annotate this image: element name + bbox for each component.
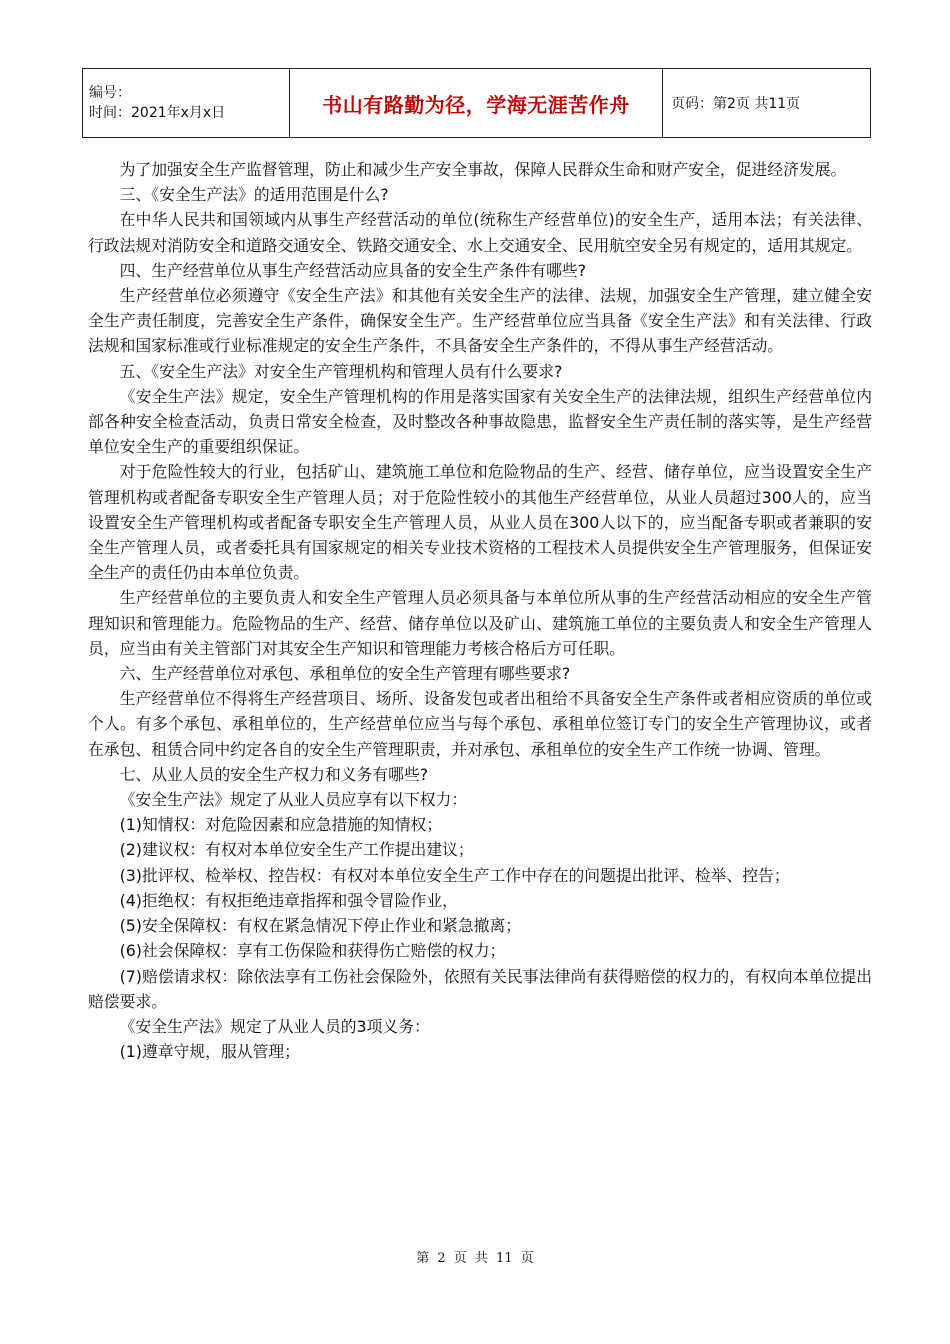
paragraph: 《安全生产法》规定，安全生产管理机构的作用是落实国家有关安全生产的法律法规，组织生产经营单位内部各种安全检查活动，负责日常安全检查，及时整改各种事故隐患，监督安全生产责任制的落实等，是生产经营单位安全生产的重要组织保证。 xyxy=(88,386,872,457)
list-item: (3)批评权、检举权、控告权：有权对本单位安全生产工作中存在的问题提出批评、检举、控告； xyxy=(119,865,790,885)
section-heading: 三、《安全生产法》的适用范围是什么? xyxy=(119,185,389,205)
paragraph: 在中华人民共和国领域内从事生产经营活动的单位(统称生产经营单位)的安全生产，适用本法；有关法律、行政法规对消防安全和道路交通安全、铁路交通安全、水上交通安全、民用航空安全另有规定的，适用其规定。 xyxy=(88,210,872,255)
header-page-code: 页码：第2页 共11页 xyxy=(663,69,871,138)
list-item: (5)安全保障权：有权在紧急情况下停止作业和紧急撤离； xyxy=(119,916,522,936)
document-number-label: 编号： xyxy=(89,85,131,101)
list-item: (1)知情权：对危险因素和应急措施的知情权； xyxy=(119,815,443,835)
section-heading: 六、生产经营单位对承包、承租单位的安全生产管理有哪些要求? xyxy=(119,664,571,684)
paragraph: 《安全生产法》规定了从业人员应享有以下权力： xyxy=(119,790,468,810)
list-item: (2)建议权：有权对本单位安全生产工作提出建议； xyxy=(119,840,474,860)
paragraph: 《安全生产法》规定了从业人员的3项义务： xyxy=(119,1016,430,1036)
date-label: 时间：2021年x月x日 xyxy=(89,105,226,121)
section-heading: 五、《安全生产法》对安全生产管理机构和管理人员有什么要求? xyxy=(119,361,563,381)
section-heading: 四、生产经营单位从事生产经营活动应具备的安全生产条件有哪些? xyxy=(119,260,587,280)
paragraph: 为了加强安全生产监督管理，防止和减少生产安全事故，保障人民群众生命和财产安全，促进经济发展。 xyxy=(119,160,847,179)
document-body xyxy=(88,157,872,1064)
paragraph: 生产经营单位必须遵守《安全生产法》和其他有关安全生产的法律、法规，加强安全生产管理，建立健全安全生产责任制度，完善安全生产条件，确保安全生产。生产经营单位应当具备《安全生产法》和有关法律、行政法规和国家标准或行业标准规定的安全生产条件，不具备安全生产条件的，不得从事生产经营活动。 xyxy=(88,286,872,356)
list-item: (6)社会保障权：享有工伤保险和获得伤亡赔偿的权力； xyxy=(119,941,506,961)
header-motto: 书山有路勤为径，学海无涯苦作舟 xyxy=(290,69,663,138)
paragraph: 生产经营单位不得将生产经营项目、场所、设备发包或者出租给不具备安全生产条件或者相应资质的单位或个人。有多个承包、承租单位的，生产经营单位应当与每个承包、承租单位签订专门的安全生产管理协议，或者在承包、租赁合同中约定各自的安全生产管理职责，并对承包、承租单位的安全生产工作统一协调、管理。 xyxy=(88,689,872,759)
list-item: (1)遵章守规，服从管理； xyxy=(119,1042,300,1062)
header-meta xyxy=(83,69,290,138)
page-footer: 第 2 页 共 11 页 xyxy=(416,1251,534,1266)
paragraph: 对于危险性较大的行业，包括矿山、建筑施工单位和危险物品的生产、经营、储存单位，应当设置安全生产管理机构或者配备专职安全生产管理人员；对于危险性较小的其他生产经营单位，从业人员超过300人的，应当设置安全生产管理机构或者配备专职安全生产管理人员，从业人员在300人以下的，应当配备专职或者兼职的安全生产管理人员，或者委托具有国家规定的相关专业技术资格的工程技术人员提供安全生产管理服务，但保证安全生产的责任仍由本单位负责。 xyxy=(88,462,872,583)
page-header xyxy=(82,68,871,138)
list-item: (4)拒绝权：有权拒绝违章指挥和强令冒险作业， xyxy=(119,890,458,910)
section-heading: 七、从业人员的安全生产权力和义务有哪些? xyxy=(119,764,429,784)
list-item: (7)赔偿请求权：除依法享有工伤社会保险外，依照有关民事法律尚有获得赔偿的权力的，有权向本单位提出赔偿要求。 xyxy=(88,966,872,1011)
paragraph: 生产经营单位的主要负责人和安全生产管理人员必须具备与本单位所从事的生产经营活动相应的安全生产管理知识和管理能力。危险物品的生产、经营、储存单位以及矿山、建筑施工单位的主要负责人和安全生产管理人员，应当由有关主管部门对其安全生产知识和管理能力考核合格后方可任职。 xyxy=(88,588,872,658)
